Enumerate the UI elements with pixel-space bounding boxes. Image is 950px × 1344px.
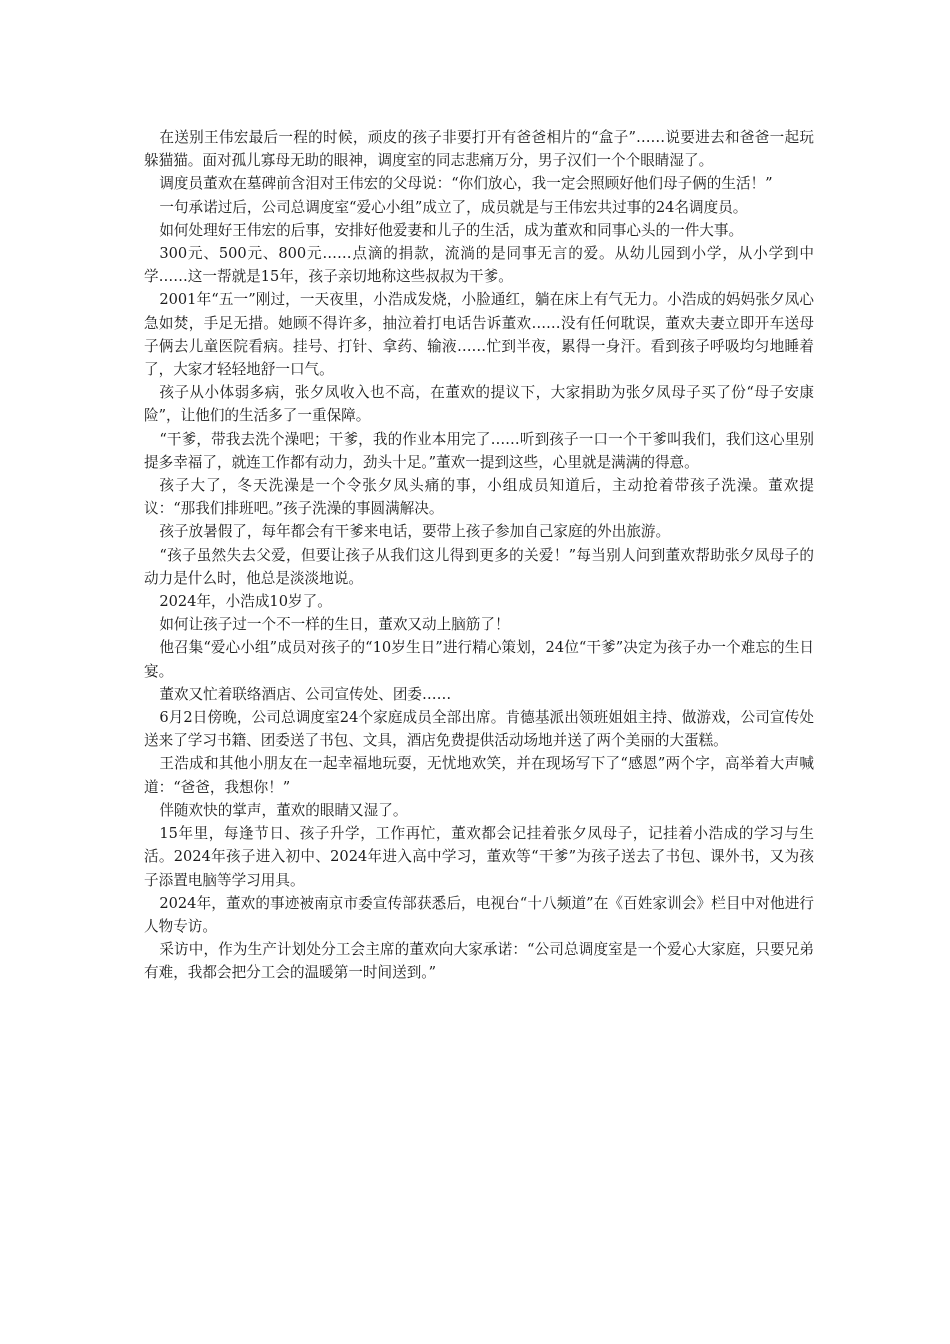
paragraph: 在送别王伟宏最后一程的时候，顽皮的孩子非要打开有爸爸相片的“盒子”……说要进去和爸爸一起玩躲猫猫。面对孤儿寡母无助的眼神，调度室的同志悲痛万分，男子汉们一个个眼睛湿了。 — [144, 129, 814, 170]
paragraph: 董欢又忙着联络酒店、公司宣传处、团委…… — [159, 685, 452, 703]
paragraph: 2024年，小浩成10岁了。 — [159, 593, 332, 611]
paragraph: 孩子放暑假了，每年都会有干爹来电话，要带上孩子参加自己家庭的外出旅游。 — [159, 523, 671, 541]
paragraph: 孩子大了，冬天洗澡是一个令张夕凤头痛的事，小组成员知道后，主动抢着带孩子洗澡。董欢提议：“那我们排班吧。”孩子洗澡的事圆满解决。 — [144, 477, 814, 518]
paragraph: 如何处理好王伟宏的后事，安排好他爱妻和儿子的生活，成为董欢和同事心头的一件大事。 — [159, 221, 744, 239]
paragraph: 采访中，作为生产计划处分工会主席的董欢向大家承诺：“公司总调度室是一个爱心大家庭，只要兄弟有难，我都会把分工会的温暖第一时间送到。” — [144, 941, 814, 982]
paragraph: 调度员董欢在墓碑前含泪对王伟宏的父母说：“你们放心，我一定会照顾好他们母子俩的生活！” — [159, 175, 773, 193]
paragraph: 伴随欢快的掌声，董欢的眼睛又湿了。 — [159, 801, 408, 819]
paragraph: 15年里，每逢节日、孩子升学，工作再忙，董欢都会记挂着张夕凤母子，记挂着小浩成的学习与生活。2024年孩子进入初中、2024年进入高中学习，董欢等“干爹”为孩子送去了书包、课外书，又为孩子添置电脑等学习用具。 — [144, 825, 814, 889]
paragraph: 300元、500元、800元……点滴的捐款，流淌的是同事无言的爱。从幼儿园到小学，从小学到中学……这一帮就是15年，孩子亲切地称这些叔叔为干爹。 — [144, 245, 814, 286]
paragraph: “干爹，带我去洗个澡吧；干爹，我的作业本用完了……听到孩子一口一个干爹叫我们，我们这心里别提多幸福了，就连工作都有动力，劲头十足。”董欢一提到这些，心里就是满满的得意。 — [144, 430, 814, 471]
paragraph: 王浩成和其他小朋友在一起幸福地玩耍，无忧地欢笑，并在现场写下了“感恩”两个字，高举着大声喊道：“爸爸，我想你！” — [144, 755, 814, 796]
article-body — [144, 126, 814, 985]
paragraph: 一句承诺过后，公司总调度室“爱心小组”成立了，成员就是与王伟宏共过事的24名调度员。 — [159, 198, 748, 216]
paragraph: 他召集“爱心小组”成员对孩子的“10岁生日”进行精心策划，24位“干爹”决定为孩子办一个难忘的生日宴。 — [144, 639, 814, 680]
paragraph: 如何让孩子过一个不一样的生日，董欢又动上脑筋了！ — [159, 616, 510, 634]
paragraph: 2024年，董欢的事迹被南京市委宣传部获悉后，电视台“十八频道”在《百姓家训会》栏目中对他进行人物专访。 — [144, 894, 814, 935]
paragraph: 孩子从小体弱多病，张夕凤收入也不高，在董欢的提议下，大家捐助为张夕凤母子买了份“母子安康险”，让他们的生活多了一重保障。 — [144, 384, 814, 425]
paragraph: 2001年“五一”刚过，一天夜里，小浩成发烧，小脸通红，躺在床上有气无力。小浩成的妈妈张夕凤心急如焚，手足无措。她顾不得许多，抽泣着打电话告诉董欢……没有任何耽误，董欢夫妻立即开车送母子俩去儿童医院看病。挂号、打针、拿药、输液……忙到半夜，累得一身汗。看到孩子呼吸均匀地睡着了，大家才轻轻地舒一口气。 — [144, 291, 814, 379]
paragraph: 6月2日傍晚，公司总调度室24个家庭成员全部出席。肯德基派出领班姐姐主持、做游戏，公司宣传处送来了学习书籍、团委送了书包、文具，酒店免费提供活动场地并送了两个美丽的大蛋糕。 — [144, 709, 814, 750]
paragraph: “孩子虽然失去父爱，但要让孩子从我们这儿得到更多的关爱！”每当别人问到董欢帮助张夕凤母子的动力是什么时，他总是淡淡地说。 — [144, 546, 814, 587]
